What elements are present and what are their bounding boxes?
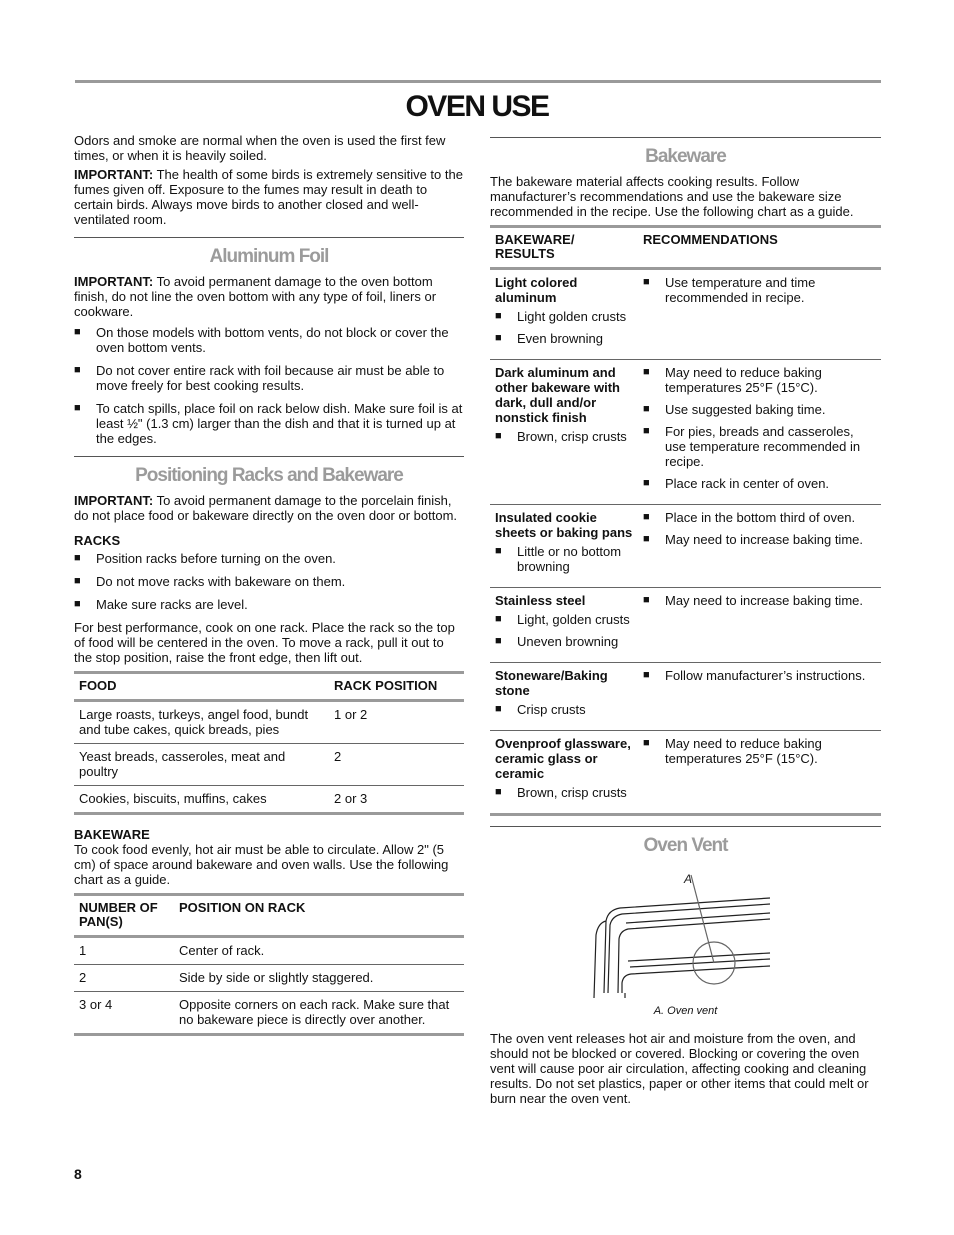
aluminum-foil-list [74,325,464,446]
results-list [495,785,633,800]
list-item: ■ Do not move racks with bakeware on them. [74,574,464,589]
results-list [495,544,633,574]
bakeware-type-cell [490,360,638,505]
top-rule [75,80,881,83]
recommendations-cell [638,505,881,588]
table-cell: Opposite corners on each rack. Make sure that no bakeware piece is directly over another. [179,997,450,1027]
results-list [495,612,633,649]
bakeware-table-body [490,269,881,815]
table-row [490,588,881,663]
list-item: ■ Light, golden crusts [495,612,633,627]
results-list [495,309,633,346]
list-item: ■ Do not cover entire rack with foil because air must be able to move freely for best cooking results. [74,363,464,393]
oven-vent-heading: Oven Vent [643,835,728,856]
table-row [490,505,881,588]
recommendations-list [643,668,876,683]
recommendations-list [643,510,876,547]
section-divider [74,237,464,238]
list-item: ■ Use temperature and time recommended in recipe. [643,275,876,305]
recommendations-list [643,593,876,608]
table-row [74,965,464,992]
recommendations-cell [638,663,881,731]
bakeware-table [490,225,881,816]
bakeware-type-cell [490,588,638,663]
positioning-heading: Positioning Racks and Bakeware [135,465,403,486]
table-cell: Large roasts, turkeys, angel food, bundt and tube cakes, quick breads, pies [74,701,329,744]
section-divider [490,137,881,138]
food-rack-table [74,671,464,815]
racks-paragraph: For best performance, cook on one rack. Place the rack so the top of food will be centered in the oven. To move a rack, pull it out to the stop position, raise the front edge, then lift out. [74,620,455,665]
bakeware-type: Light colored aluminum [495,275,578,305]
list-item: ■ Position racks before turning on the oven. [74,551,464,566]
list-item: ■ May need to reduce baking temperatures 25°F (15°C). [643,736,876,766]
table-cell: 2 or 3 [334,791,368,806]
recommendations-cell [638,269,881,360]
table-cell: Yeast breads, casseroles, meat and poultry [74,744,329,786]
bakeware-type: Ovenproof glassware, ceramic glass or ceramic [495,736,631,781]
left-column [74,133,464,1042]
list-item: ■ Crisp crusts [495,702,633,717]
bakeware-type-cell [490,269,638,360]
table-cell: Cookies, biscuits, muffins, cakes [79,791,267,806]
recommendations-list [643,736,876,766]
pan-position-table [74,893,464,1036]
bakeware-type: Insulated cookie sheets or baking pans [495,510,633,540]
list-item: ■ Use suggested baking time. [643,402,876,417]
table-header: BAKEWARE/ RESULTS [490,227,638,269]
table-header-row [490,227,881,269]
recommendations-list [643,365,876,491]
oven-vent-illustration [490,863,881,1003]
recommendations-cell [638,588,881,663]
aluminum-foil-important: IMPORTANT: To avoid permanent damage to the oven bottom finish, do not line the oven bottom with any type of foil, liners or cookware. [74,274,437,319]
list-item: ■ Make sure racks are level. [74,597,464,612]
table-header: NUMBER OF PAN(S) [74,895,174,937]
list-item: ■ Brown, crisp crusts [495,785,633,800]
right-column [490,133,881,1110]
bakeware-type-cell [490,663,638,731]
racks-heading: RACKS [74,533,121,548]
table-row [74,744,464,786]
table-row [74,701,464,744]
recommendations-cell [638,360,881,505]
table-cell: Center of rack. [174,937,464,965]
bakeware-heading: Bakeware [645,146,726,167]
list-item: ■ Uneven browning [495,634,633,649]
section-divider [490,826,881,827]
table-header: POSITION ON RACK [174,895,464,937]
bakeware-subheading: BAKEWARE [74,827,150,842]
table-row [490,269,881,360]
racks-list [74,551,464,612]
list-item: ■ To catch spills, place foil on rack below dish. Make sure foil is at least ½" (1.3 cm) larger than the dish and that it is turned up at the edges. [74,401,464,446]
bakeware-type-cell [490,731,638,815]
list-item: ■ Follow manufacturer’s instructions. [643,668,876,683]
bakeware-type-cell [490,505,638,588]
list-item: ■ On those models with bottom vents, do not block or cover the oven bottom vents. [74,325,464,355]
page-title: OVEN USE [405,90,549,123]
bakeware-intro: The bakeware material affects cooking results. Follow manufacturer’s recommendations and use the bakeware size recommended in the recipe. Use the following chart as a guide. [490,174,854,219]
recommendations-cell [638,731,881,815]
aluminum-foil-heading: Aluminum Foil [209,246,329,267]
list-item: ■ Light golden crusts [495,309,633,324]
list-item: ■ Little or no bottom browning [495,544,633,574]
table-header: FOOD [74,673,329,701]
list-item: ■ May need to reduce baking temperatures 25°F (15°C). [643,365,876,395]
section-divider [74,456,464,457]
intro-paragraph: Odors and smoke are normal when the oven is used the first few times, or when it is heavily soiled. [74,133,446,163]
table-cell: 1 or 2 [329,701,464,744]
page-number: 8 [74,1166,82,1182]
table-header: RECOMMENDATIONS [638,227,881,269]
bakeware-type: Stoneware/Baking stone [495,668,608,698]
table-header-row [74,895,464,937]
results-list [495,702,633,717]
bakeware-type: Stainless steel [495,593,586,608]
table-header-row [74,673,464,701]
table-row [74,992,464,1035]
bakeware-paragraph: To cook food evenly, hot air must be able to circulate. Allow 2" (5 cm) of space around bakeware and oven walls. Use the following chart as a guide. [74,842,449,887]
table-row [490,360,881,505]
table-cell: 3 or 4 [79,997,113,1012]
list-item: ■ Brown, crisp crusts [495,429,633,444]
oven-vent-drawing [490,863,881,1003]
results-list [495,429,633,444]
table-cell: 2 [74,965,174,992]
list-item: ■ Place in the bottom third of oven. [643,510,876,525]
table-row [490,731,881,815]
callout-label: A [684,872,693,886]
figure-caption: A. Oven vent [653,1005,718,1017]
bakeware-type: Dark aluminum and other bakeware with dark, dull and/or nonstick finish [495,365,620,425]
oven-vent-paragraph: The oven vent releases hot air and moisture from the oven, and should not be blocked or covered. Blocking or covering the oven vent will cause poor air circulation, affecting cooking and cleaning results. Do not set plastics, paper or other items that could melt or burn near the oven vent. [490,1031,869,1106]
table-header: RACK POSITION [329,673,464,701]
table-row [490,663,881,731]
table-cell: Side by side or slightly staggered. [174,965,464,992]
list-item: ■ May need to increase baking time. [643,532,876,547]
intro-important: IMPORTANT: The health of some birds is extremely sensitive to the fumes given off. Exposure to the fumes may result in death to certain birds. Always move birds to another closed and well-ventilated room. [74,167,463,227]
table-row [74,786,464,814]
table-cell: 2 [329,744,464,786]
recommendations-list [643,275,876,305]
table-row [74,937,464,965]
list-item: ■ Even browning [495,331,633,346]
positioning-important: IMPORTANT: To avoid permanent damage to the porcelain finish, do not place food or bakeware directly on the oven door or bottom. [74,493,458,523]
list-item: ■ Place rack in center of oven. [643,476,876,491]
table-cell: 1 [74,937,174,965]
list-item: ■ May need to increase baking time. [643,593,876,608]
list-item: ■ For pies, breads and casseroles, use temperature recommended in recipe. [643,424,876,469]
